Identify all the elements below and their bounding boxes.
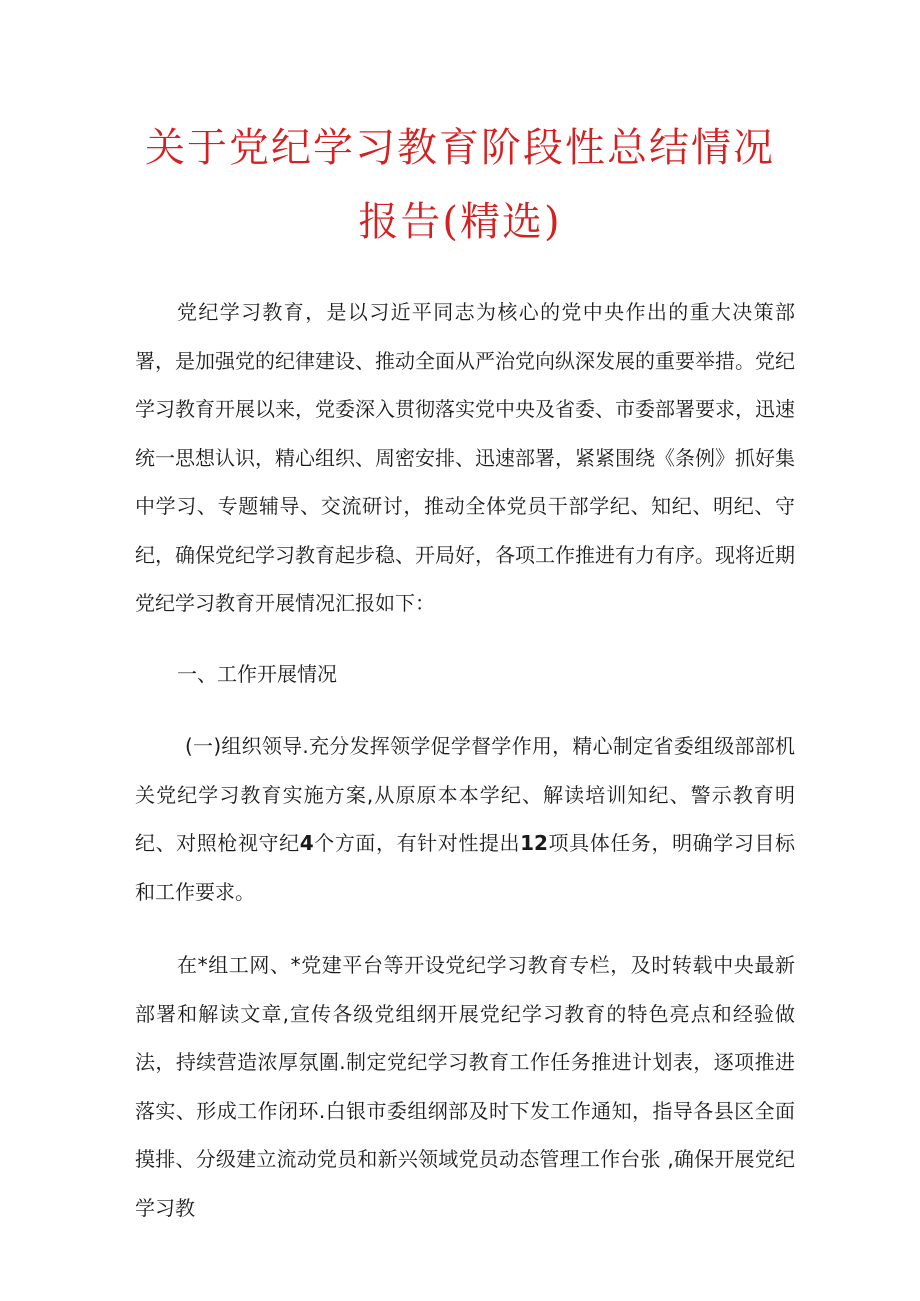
item1-number-aspects: 4 xyxy=(299,831,314,855)
item-organization-leadership-paragraph xyxy=(135,722,795,916)
intro-paragraph: 党纪学习教育，是以习近平同志为核心的党中央作出的重大决策部署，是加强党的纪律建设、推动全面从严治党向纵深发展的重要举措。党纪学习教育开展以来，党委深入贯彻落实党中央及省委、市委部署要求，迅速统一思想认识，精心组织、周密安排、迅速部署，紧紧围绕《条例》抓好集中学习、专题辅导、交流研讨，推动全体党员干部学纪、知纪、明纪、守纪，确保党纪学习教育起步稳、开局好，各项工作推进有力有序。现将近期党纪学习教育开展情况汇报如下： xyxy=(135,300,795,615)
document-title-line-2: 报告(精选) xyxy=(358,199,562,245)
item1-text-a: (一)组织领导.充分发挥领学促学督学作用，精心制定省委组级部部机关党纪学习教育实施方案,从原原本本学纪、解读培训知纪、警示教育明纪、对照枪视守纪 xyxy=(135,734,795,855)
item1-number-tasks: 12 xyxy=(520,831,548,855)
item1-text-b: 个方面，有针对性提出 xyxy=(313,831,521,855)
section-heading-work-progress: 一、工作开展情况 xyxy=(177,662,337,686)
platform-column-paragraph: 在*组工网、*党建平台等开设党纪学习教育专栏，及时转载中央最新部署和解读文章,宣传各级党组纲开展党纪学习教育的特色亮点和经验做法，持续营造浓厚氛圍.制定党纪学习教育工作任务推进计划表，逐项推进落实、形成工作闭环.白银市委组纲部及时下发工作通知，指导各县区全面摸排、分级建立流动党员和新兴领域党员动态管理工作台张 ,确保开展党纪学习教 xyxy=(135,953,795,1220)
item1-text-c: 项具体任务，明确学习目标和工作要求。 xyxy=(135,831,796,904)
document-title-line-1: 关于党纪学习教育阶段性总结情况 xyxy=(145,125,775,171)
